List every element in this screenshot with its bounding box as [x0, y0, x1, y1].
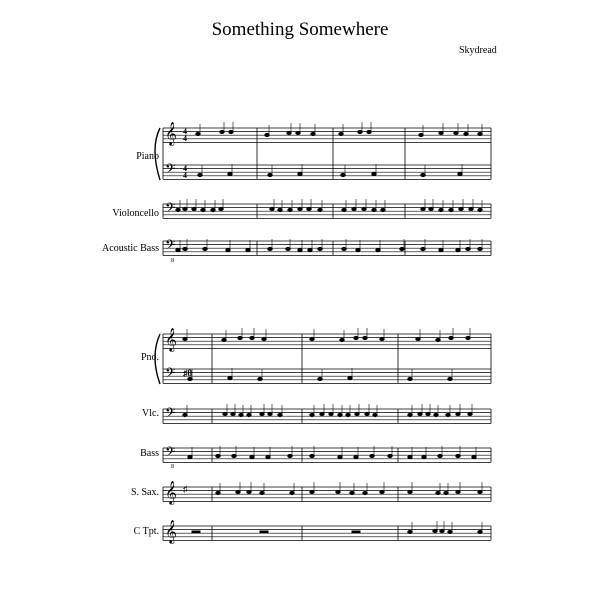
notehead	[380, 337, 384, 340]
bass-clef-icon: 𝄢	[165, 444, 176, 463]
notehead	[286, 247, 290, 250]
notehead	[196, 132, 200, 135]
notehead	[472, 455, 476, 458]
treble-clef-icon: 𝄞	[165, 519, 177, 543]
notehead	[459, 207, 463, 210]
notehead	[229, 130, 233, 133]
notehead	[362, 207, 366, 210]
notehead	[258, 377, 262, 380]
notehead	[346, 413, 350, 416]
time-signature-top: 4	[183, 164, 187, 173]
notehead	[298, 172, 302, 175]
notehead	[310, 454, 314, 457]
notehead	[421, 207, 425, 210]
notehead	[183, 413, 187, 416]
notehead	[176, 248, 180, 251]
notehead	[440, 529, 444, 532]
notehead	[367, 130, 371, 133]
notehead	[439, 248, 443, 251]
notes	[176, 122, 482, 534]
notehead	[307, 207, 311, 210]
notehead	[434, 413, 438, 416]
notehead	[355, 412, 359, 415]
notehead	[266, 455, 270, 458]
notehead	[220, 130, 224, 133]
instrument-label-vlc: Vlc.	[142, 408, 159, 419]
notehead	[310, 337, 314, 340]
whole-rest	[192, 531, 200, 533]
bass-clef-icon: 𝄢	[165, 200, 176, 219]
treble-clef-icon: 𝄞	[165, 327, 177, 351]
notehead	[449, 336, 453, 339]
notehead	[408, 490, 412, 493]
whole-rest	[352, 531, 360, 533]
sharp-key-signature: ♯8	[183, 368, 192, 378]
notehead	[183, 337, 187, 340]
notehead	[270, 207, 274, 210]
notehead	[448, 377, 452, 380]
bass-clef-icon: 𝄢	[165, 161, 176, 180]
notehead	[458, 172, 462, 175]
notehead	[426, 412, 430, 415]
notehead	[336, 490, 340, 493]
notehead	[408, 413, 412, 416]
notehead	[416, 337, 420, 340]
notehead	[232, 454, 236, 457]
notehead	[216, 491, 220, 494]
notehead	[449, 208, 453, 211]
notehead	[358, 130, 362, 133]
notehead	[400, 247, 404, 250]
notehead	[183, 207, 187, 210]
notehead	[456, 490, 460, 493]
notehead	[341, 173, 345, 176]
notehead	[268, 173, 272, 176]
notehead	[342, 208, 346, 211]
score-title: Something Somewhere	[211, 19, 389, 40]
notehead	[329, 412, 333, 415]
notehead	[298, 248, 302, 251]
instrument-label-acoustic-bass: Acoustic Bass	[102, 243, 159, 254]
notehead	[260, 412, 264, 415]
notehead	[372, 172, 376, 175]
notehead	[338, 455, 342, 458]
notehead	[260, 491, 264, 494]
notehead	[247, 490, 251, 493]
notehead	[433, 529, 437, 532]
notehead	[436, 491, 440, 494]
notehead	[246, 248, 250, 251]
notehead	[250, 455, 254, 458]
notehead	[408, 455, 412, 458]
notehead	[223, 412, 227, 415]
notehead	[278, 208, 282, 211]
notehead	[288, 208, 292, 211]
composer-name: Skydread	[459, 45, 497, 56]
notehead	[439, 131, 443, 134]
notehead	[201, 208, 205, 211]
notehead	[247, 413, 251, 416]
staves	[155, 128, 491, 540]
notehead	[278, 413, 282, 416]
notehead	[342, 247, 346, 250]
notehead	[456, 412, 460, 415]
notehead	[469, 207, 473, 210]
notehead	[466, 336, 470, 339]
notehead	[188, 455, 192, 458]
notehead	[439, 208, 443, 211]
notehead	[354, 336, 358, 339]
notehead	[429, 207, 433, 210]
notehead	[456, 454, 460, 457]
notehead	[318, 247, 322, 250]
notehead	[250, 336, 254, 339]
notehead	[438, 454, 442, 457]
notehead	[236, 490, 240, 493]
notehead	[464, 132, 468, 135]
notehead	[350, 491, 354, 494]
notehead	[228, 376, 232, 379]
notehead	[318, 208, 322, 211]
notehead	[296, 131, 300, 134]
notehead	[456, 248, 460, 251]
instrument-label-s-sax: S. Sax.	[130, 487, 159, 498]
instrument-label-pno: Pno.	[140, 352, 159, 363]
notehead	[231, 412, 235, 415]
sharp-key-signature: ♯	[183, 484, 188, 494]
notehead	[388, 454, 392, 457]
notehead	[373, 413, 377, 416]
notehead	[238, 336, 242, 339]
notehead	[310, 413, 314, 416]
notehead	[478, 247, 482, 250]
notehead	[298, 207, 302, 210]
notehead	[408, 530, 412, 533]
notehead	[444, 491, 448, 494]
notehead	[478, 490, 482, 493]
notehead	[448, 530, 452, 533]
notehead	[226, 248, 230, 251]
notehead	[478, 530, 482, 533]
notehead	[338, 413, 342, 416]
notehead	[288, 454, 292, 457]
time-signature-bottom: 4	[183, 171, 187, 180]
octave-marker: 8	[171, 258, 174, 264]
bass-clef-icon: 𝄢	[165, 237, 176, 256]
notehead	[203, 247, 207, 250]
notehead	[268, 412, 272, 415]
notehead	[290, 491, 294, 494]
notehead	[446, 413, 450, 416]
notehead	[419, 133, 423, 136]
notehead	[478, 208, 482, 211]
notehead	[356, 248, 360, 251]
notehead	[192, 207, 196, 210]
notehead	[222, 338, 226, 341]
notehead	[363, 336, 367, 339]
time-signature-top: 4	[183, 127, 187, 136]
notehead	[311, 132, 315, 135]
notehead	[219, 207, 223, 210]
instrument-label-bass: Bass	[140, 448, 159, 459]
notehead	[176, 208, 180, 211]
clef-symbols	[165, 121, 193, 544]
notehead	[268, 247, 272, 250]
piano-brace	[155, 334, 160, 384]
bass-clef-icon: 𝄢	[165, 365, 176, 384]
notehead	[363, 491, 367, 494]
whole-rest	[260, 531, 268, 533]
notehead	[216, 454, 220, 457]
notehead	[421, 173, 425, 176]
notehead	[354, 455, 358, 458]
notehead	[183, 247, 187, 250]
notehead	[466, 247, 470, 250]
notehead	[348, 376, 352, 379]
notehead	[287, 131, 291, 134]
notehead	[478, 132, 482, 135]
notehead	[418, 412, 422, 415]
notehead	[265, 133, 269, 136]
treble-clef-icon: 𝄞	[165, 480, 177, 504]
bass-clef-icon: 𝄢	[165, 405, 176, 424]
notehead	[468, 412, 472, 415]
instrument-label-c-tpt: C Tpt.	[133, 526, 159, 537]
notehead	[308, 248, 312, 251]
octave-marker: 8	[171, 464, 174, 470]
notehead	[421, 247, 425, 250]
notehead	[318, 377, 322, 380]
notehead	[239, 413, 243, 416]
notehead	[365, 412, 369, 415]
notehead	[211, 208, 215, 211]
notehead	[352, 207, 356, 210]
notehead	[262, 337, 266, 340]
treble-clef-icon: 𝄞	[165, 121, 177, 145]
time-signature-bottom: 4	[183, 134, 187, 143]
notehead	[376, 248, 380, 251]
notehead	[408, 377, 412, 380]
notehead	[436, 338, 440, 341]
notehead	[339, 132, 343, 135]
notehead	[380, 490, 384, 493]
instrument-label-piano: Piano	[136, 151, 159, 162]
instrument-label-violoncello: Violoncello	[112, 208, 159, 219]
notehead	[422, 455, 426, 458]
notehead	[310, 490, 314, 493]
notehead	[198, 173, 202, 176]
notehead	[340, 338, 344, 341]
notehead	[381, 208, 385, 211]
notehead	[454, 131, 458, 134]
notehead	[372, 208, 376, 211]
notehead	[228, 172, 232, 175]
notehead	[370, 454, 374, 457]
notehead	[320, 412, 324, 415]
piano-brace	[155, 128, 160, 180]
